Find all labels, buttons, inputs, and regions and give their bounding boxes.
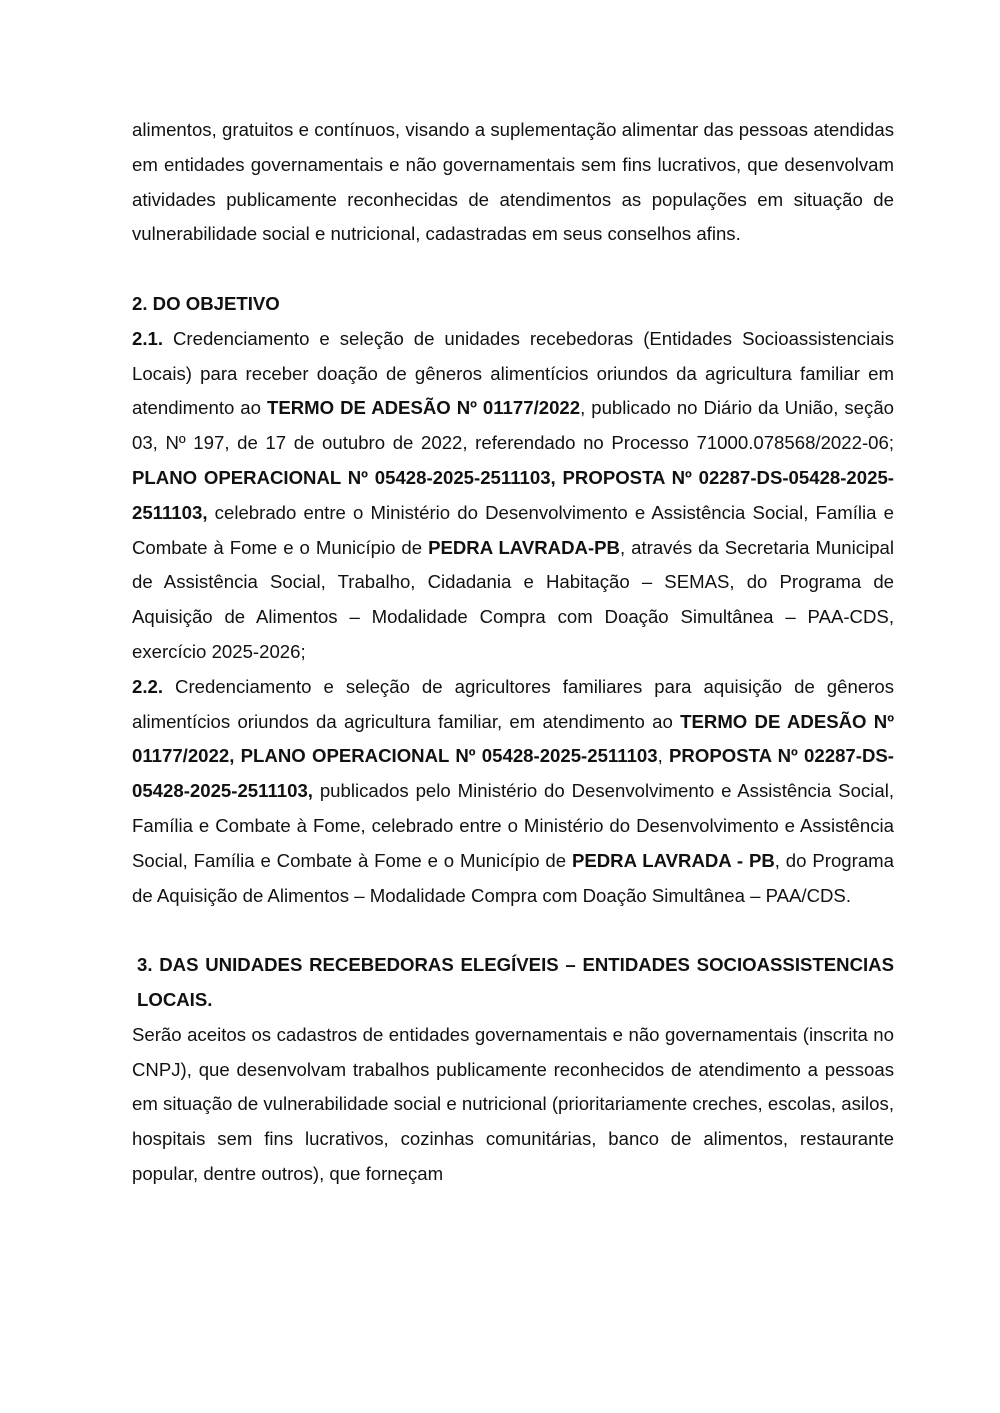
item-2-1-text-3: celebrado entre o Ministério do Desenvolvimento e Assistência Social, Família e Combate à Fome e o Município de [132,501,894,558]
item-2-2-text-1: Credenciamento e seleção de agricultores familiares para aquisição de gêneros alimentícios oriundos da agricultura familiar, em atendimento ao [132,675,894,732]
document-page [132,113,894,1192]
item-2-1-paragraph [132,322,894,670]
item-2-1-text-2: , publicado no Diário da União, seção 03, Nº 197, de 17 de outubro de 2022, referendado no Processo 71000.078568/2022-06; [132,397,894,454]
spacer [132,913,894,948]
item-2-2-bold-1: TERMO DE ADESÃO Nº 01177/2022, PLANO OPERACIONAL Nº 05428-2025-2511103 [132,710,895,767]
item-2-1-text-1: Credenciamento e seleção de unidades recebedoras (Entidades Socioassistenciais Locais) para receber doação de gêneros alimentícios oriundos da agricultura familiar em atendimento ao [132,327,894,419]
item-2-2-bold-2: PROPOSTA Nº 02287-DS-05428-2025-2511103, [132,745,894,802]
item-2-1-text-4: , através da Secretaria Municipal de Assistência Social, Trabalho, Cidadania e Habitação – SEMAS, do Programa de Aquisição de Alimentos – Modalidade Compra com Doação Simultânea – PAA-CDS, exercício 2025-2026; [132,536,895,662]
item-2-2-text-2: , [657,745,670,767]
item-2-2-number: 2.2. [132,675,164,697]
spacer [132,252,894,287]
item-2-2-bold-3: PEDRA LAVRADA - PB [571,849,775,871]
section-3-heading: 3. DAS UNIDADES RECEBEDORAS ELEGÍVEIS – ENTIDADES SOCIOASSISTENCIAS LOCAIS. [137,954,894,1010]
intro-paragraph: alimentos, gratuitos e contínuos, visando a suplementação alimentar das pessoas atendidas em entidades governamentais e não governamentais sem fins lucrativos, que desenvolvam atividades publicamente reconhecidas de atendimentos as populações em situação de vulnerabilidade social e nutricional, cadastradas em seus conselhos afins. [132,119,894,245]
item-2-1-bold-1: TERMO DE ADESÃO Nº 01177/2022 [266,397,581,419]
item-2-2-text-3: publicados pelo Ministério do Desenvolvimento e Assistência Social, Família e Combate à Fome, celebrado entre o Ministério do Desenvolvimento e Assistência Social, Família e Combate à Fome e o Município de [132,780,894,871]
item-2-2-paragraph [132,670,894,914]
section-2-heading: 2. DO OBJETIVO [132,292,280,314]
section-3-paragraph: Serão aceitos os cadastros de entidades governamentais e não governamentais (inscrita no CNPJ), que desenvolvam trabalhos publicamente reconhecidos de atendimento a pessoas em situação de vulnerabilidade social e nutricional (prioritariamente creches, escolas, asilos, hospitais sem fins lucrativos, cozinhas comunitárias, banco de alimentos, restaurante popular, dentre outros), que forneçam [132,1023,894,1184]
item-2-2-text-4: , do Programa de Aquisição de Alimentos – Modalidade Compra com Doação Simultânea – PAA/CDS. [132,849,894,906]
item-2-1-bold-2: PLANO OPERACIONAL Nº 05428-2025-2511103, PROPOSTA Nº 02287-DS-05428-2025-2511103, [132,466,894,523]
item-2-1-bold-3: PEDRA LAVRADA-PB [428,536,620,558]
item-2-1-number: 2.1. [132,327,164,349]
